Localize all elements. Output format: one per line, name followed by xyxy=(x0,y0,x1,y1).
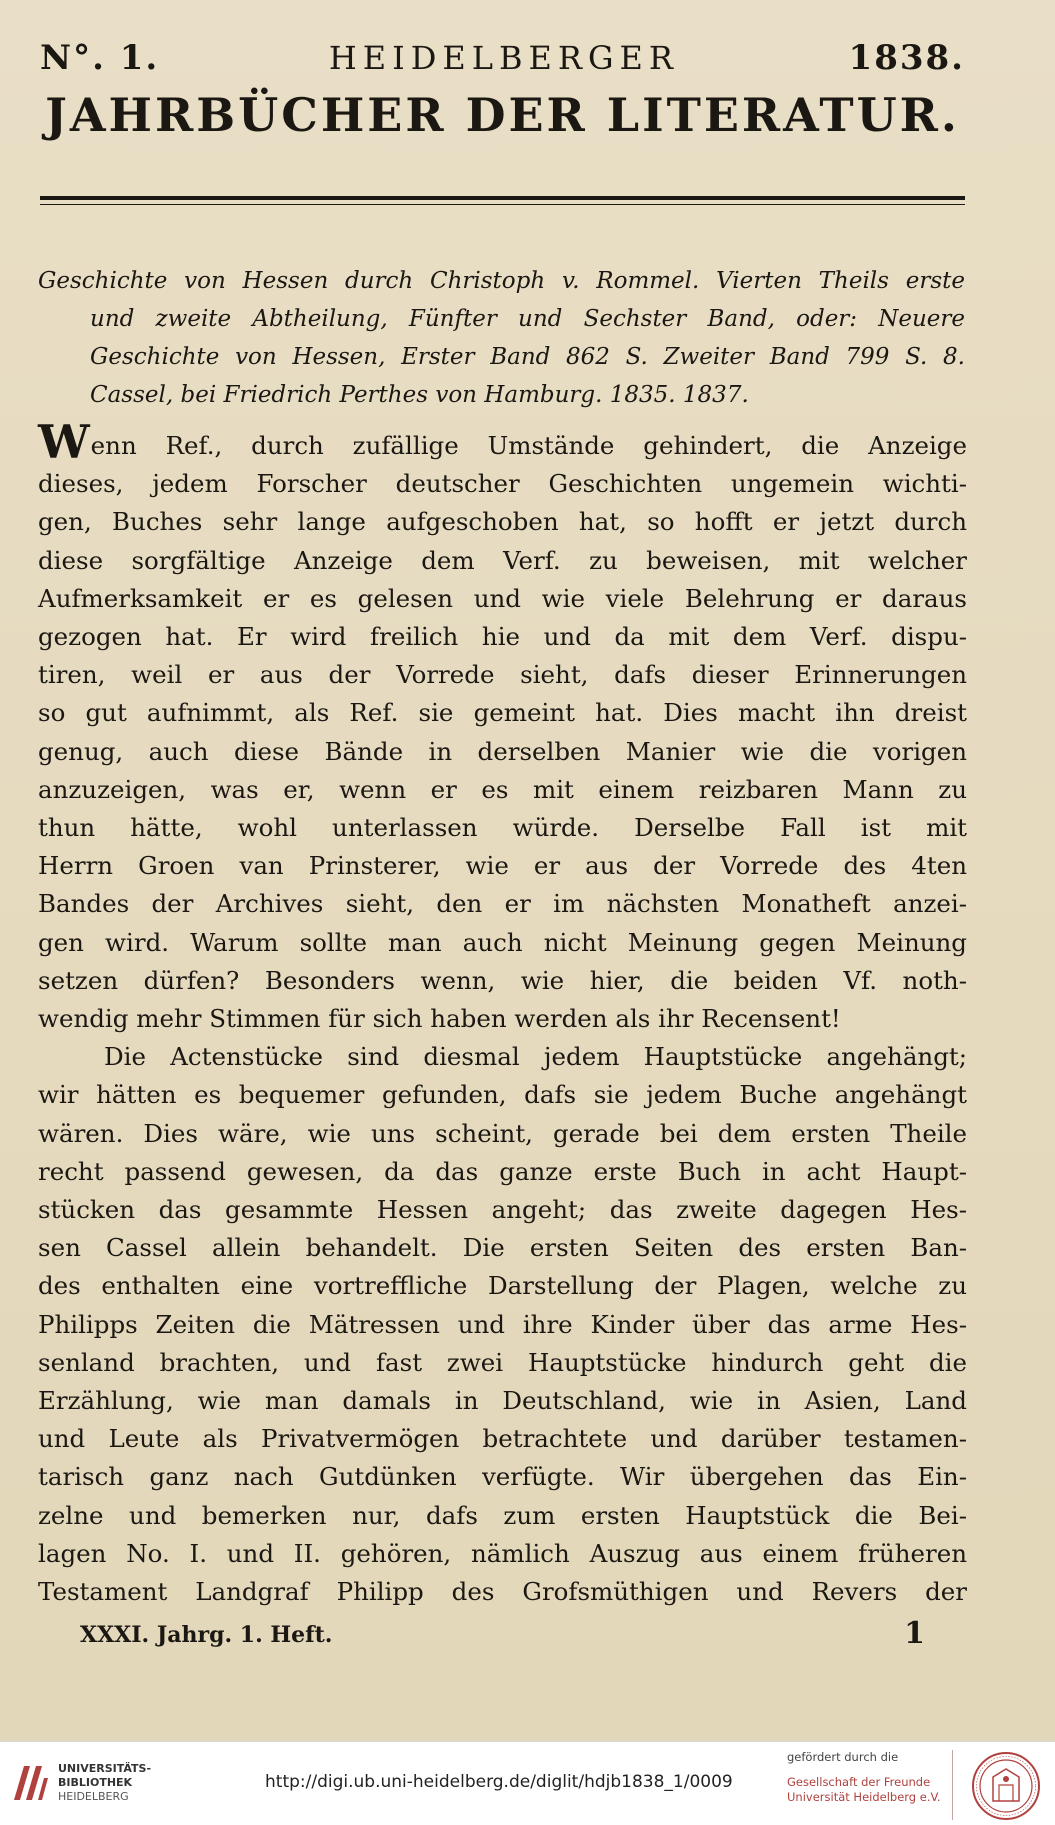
body-line: stücken das gesammte Hessen angeht; das zweite dagegen Hes- xyxy=(38,1195,967,1225)
body-line: gen, Buches sehr lange aufgeschoben hat, so hofft er jetzt durch xyxy=(38,507,967,537)
sponsor-divider xyxy=(952,1750,953,1820)
body-line: Herrn Groen van Prinsterer, wie er aus der Vorrede des 4ten xyxy=(38,851,967,881)
university-library-logo-icon[interactable] xyxy=(10,1760,52,1804)
body-line: Aufmerksamkeit er es gelesen und wie viele Belehrung er daraus xyxy=(38,583,967,613)
body-line: wendig mehr Stimmen für sich haben werden als ihr Recensent! xyxy=(38,1004,841,1034)
issue-number: N°. 1. xyxy=(40,38,160,78)
body-line: Testament Landgraf Philipp des Grofsmüthigen und Revers der xyxy=(38,1577,967,1607)
masthead xyxy=(40,38,965,142)
drop-cap: W xyxy=(38,415,90,469)
article-body xyxy=(38,415,967,1611)
issue-year: 1838. xyxy=(848,38,965,78)
masthead-top-row xyxy=(40,38,965,78)
sponsor-credit xyxy=(787,1750,941,1805)
library-name-line: UNIVERSITÄTS- xyxy=(58,1762,152,1775)
library-name[interactable] xyxy=(58,1762,151,1804)
body-line-text: enn Ref., durch zufällige Umstände gehindert, die Anzeige xyxy=(90,431,967,460)
citation-line: Geschichte von Hessen, Erster Band 862 S. Zweiter Band 799 S. 8. xyxy=(90,344,965,370)
body-line: sen Cassel allein behandelt. Die ersten Seiten des ersten Ban- xyxy=(38,1233,967,1263)
page-signature-line xyxy=(80,1616,925,1651)
body-line xyxy=(38,415,967,469)
body-line: Die Actenstücke sind diesmal jedem Hauptstücke angehängt; xyxy=(104,1042,967,1072)
body-line: diese sorgfältige Anzeige dem Verf. zu beweisen, mit welcher xyxy=(38,545,967,575)
body-line: setzen dürfen? Besonders wenn, wie hier, die beiden Vf. noth- xyxy=(38,965,967,995)
citation-line: Geschichte von Hessen durch Christoph v. Rommel. Vierten Theils erste xyxy=(38,268,965,294)
body-line: thun hätte, wohl unterlassen würde. Derselbe Fall ist mit xyxy=(38,813,967,843)
citation-line: und zweite Abtheilung, Fünfter und Sechster Band, oder: Neuere xyxy=(90,306,965,332)
journal-title: HEIDELBERGER xyxy=(328,39,679,77)
body-line: gezogen hat. Er wird freilich hie und da mit dem Verf. dispu- xyxy=(38,622,967,652)
volume-signature: XXXI. Jahrg. 1. Heft. xyxy=(80,1622,333,1648)
body-line: genug, auch diese Bände in derselben Manier wie die vorigen xyxy=(38,736,967,766)
citation-line: Cassel, bei Friedrich Perthes von Hamburg. 1835. 1837. xyxy=(90,382,749,408)
library-name-line: HEIDELBERG xyxy=(58,1790,129,1803)
body-line: wir hätten es bequemer gefunden, dafs sie jedem Buche angehängt xyxy=(38,1080,967,1110)
body-line: so gut aufnimmt, als Ref. sie gemeint hat. Dies macht ihn dreist xyxy=(38,698,967,728)
university-seal-icon[interactable] xyxy=(971,1751,1041,1821)
body-line: anzuzeigen, was er, wenn er es mit einem reizbaren Mann zu xyxy=(38,774,967,804)
body-line: Philipps Zeiten die Mätressen und ihre Kinder über das arme Hes- xyxy=(38,1309,967,1339)
body-line: gen wird. Warum sollte man auch nicht Meinung gegen Meinung xyxy=(38,927,967,957)
body-line: und Leute als Privatvermögen betrachtete und darüber testamen- xyxy=(38,1424,967,1454)
body-line: Bandes der Archives sieht, den er im nächsten Monatheft anzei- xyxy=(38,889,967,919)
masthead-rule xyxy=(40,196,965,205)
body-line: Erzählung, wie man damals in Deutschland, wie in Asien, Land xyxy=(38,1386,967,1416)
sponsor-name-line: Gesellschaft der Freunde xyxy=(787,1775,931,1789)
permalink-url[interactable]: http://digi.ub.uni-heidelberg.de/diglit/hdjb1838_1/0009 xyxy=(265,1772,733,1792)
digitization-footer xyxy=(0,1741,1055,1825)
page-number: 1 xyxy=(904,1616,925,1651)
body-line: wären. Dies wäre, wie uns scheint, gerade bei dem ersten Theile xyxy=(38,1118,967,1148)
body-line: dieses, jedem Forscher deutscher Geschichten ungemein wichti- xyxy=(38,469,967,499)
body-line: tarisch ganz nach Gutdünken verfügte. Wir übergehen das Ein- xyxy=(38,1462,967,1492)
sponsor-intro: gefördert durch die xyxy=(787,1750,899,1764)
journal-subtitle: JAHRBÜCHER DER LITERATUR. xyxy=(45,88,960,142)
body-line: lagen No. I. und II. gehören, nämlich Auszug aus einem früheren xyxy=(38,1538,967,1568)
body-line: zelne und bemerken nur, dafs zum ersten Hauptstück die Bei- xyxy=(38,1500,967,1530)
body-line: tiren, weil er aus der Vorrede sieht, dafs dieser Erinnerungen xyxy=(38,660,967,690)
book-citation xyxy=(38,262,965,414)
body-line: recht passend gewesen, da das ganze erste Buch in acht Haupt- xyxy=(38,1156,967,1186)
sponsor-name-line: Universität Heidelberg e.V. xyxy=(787,1790,941,1804)
body-line: senland brachten, und fast zwei Hauptstücke hindurch geht die xyxy=(38,1347,967,1377)
body-line: des enthalten eine vortreffliche Darstellung der Plagen, welche zu xyxy=(38,1271,967,1301)
library-name-line: BIBLIOTHEK xyxy=(58,1776,133,1789)
